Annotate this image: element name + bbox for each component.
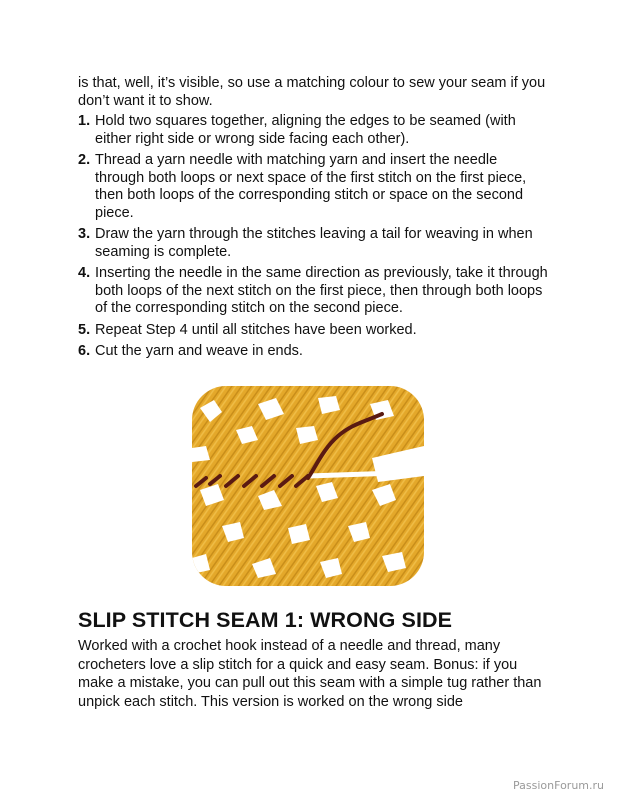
step-item — [78, 113, 548, 148]
crochet-seam-photo — [192, 386, 424, 586]
step-item — [78, 152, 548, 222]
step-text: Draw the yarn through the stitches leaving a tail for weaving in when seaming is complete. — [95, 226, 533, 260]
watermark: PassionForum.ru — [513, 779, 604, 792]
step-number: 3. — [78, 226, 91, 242]
steps-list — [78, 113, 548, 365]
step-text: Thread a yarn needle with matching yarn and insert the needle through both loops or next space of the first stitch on the first piece, then both loops of the corresponding stitch or space on the second piece. — [95, 152, 527, 221]
step-item — [78, 343, 548, 361]
body-paragraph: Worked with a crochet hook instead of a needle and thread, many crocheters love a slip stitch for a quick and easy seam. Bonus: if you make a mistake, you can pull out this seam with a simple tug rather than unpick each stitch. This version is worked on the wrong side — [78, 638, 542, 710]
intro-text: is that, well, it’s visible, so use a matching colour to sew your seam if you don’t want it to show. — [78, 75, 546, 109]
step-number: 4. — [78, 265, 91, 281]
step-number: 6. — [78, 343, 91, 359]
step-text: Cut the yarn and weave in ends. — [95, 343, 303, 359]
section-heading: SLIP STITCH SEAM 1: WRONG SIDE — [78, 608, 453, 632]
step-item — [78, 226, 548, 261]
step-text: Inserting the needle in the same direction as previously, take it through both loops of the next stitch on the first piece, then through both loops of the corresponding stitch on the second piece. — [95, 265, 548, 316]
step-number: 2. — [78, 152, 91, 168]
step-number: 5. — [78, 321, 91, 338]
step-text: Repeat Step 4 until all stitches have been worked. — [95, 321, 417, 338]
step-item — [78, 265, 548, 318]
step-item — [78, 322, 548, 340]
step-text: Hold two squares together, aligning the edges to be seamed (with either right side or wrong side facing each other). — [95, 113, 516, 147]
crochet-illustration — [192, 386, 424, 586]
step-number: 1. — [78, 113, 91, 129]
